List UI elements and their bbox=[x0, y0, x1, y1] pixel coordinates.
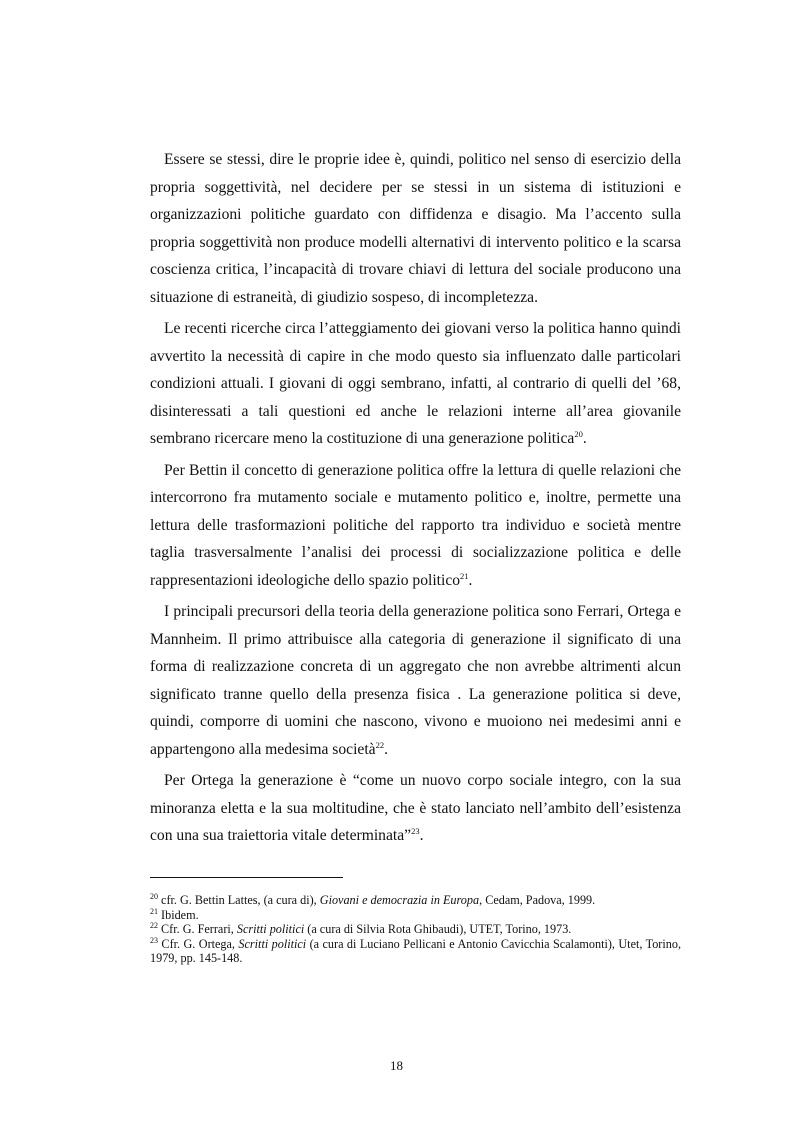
footnote bbox=[150, 893, 681, 908]
footnote bbox=[150, 922, 681, 937]
footnote-title: Giovani e democrazia in Europa bbox=[319, 893, 480, 907]
paragraph-text: I principali precursori della teoria della generazione politica sono Ferrari, Ortega e Mannheim. Il primo attribuisce alla categoria di generazione il significato di una forma di realizzazione concreta di un aggregato che non avrebbe altrimenti alcun significato tranne quello della presenza fisica . La generazione politica si deve, quindi, comporre di uomini che nascono, vivono e muoiono nei medesimi anni e appartengono alla medesima società bbox=[150, 603, 681, 758]
paragraph-tail: . bbox=[468, 571, 473, 589]
paragraph-tail: . bbox=[384, 740, 388, 758]
footnote-text: (a cura di Luciano Pellicani e Antonio Cavicchia Scalamonti), Utet, Torino, 1979, pp. 145-148. bbox=[150, 936, 681, 966]
footnote-text: (a cura di Silvia Rota Ghibaudi), UTET, Torino, 1973. bbox=[304, 922, 572, 937]
paragraph-text: Essere se stessi, dire le proprie idee è, quindi, politico nel senso di esercizio della propria soggettività, nel decidere per se stessi in un sistema di istituzioni e organizzazioni politiche guardato con diffidenza e disagio. Ma l’accento sulla propria soggettività non produce modelli alternativi di intervento politico e la scarsa coscienza critica, l’incapacità di trovare chiavi di lettura del sociale producono una situazione di estraneità, di giudizio sospeso, di incompletezza. bbox=[150, 151, 681, 306]
footnote-ref: 20 bbox=[574, 428, 583, 439]
paragraph-tail: . bbox=[582, 430, 587, 447]
footnote-text: , Cedam, Padova, 1999. bbox=[479, 893, 596, 907]
page-number: 18 bbox=[390, 1058, 403, 1073]
footnote bbox=[150, 908, 681, 923]
footnotes bbox=[150, 893, 681, 966]
footnote-number: 20 bbox=[150, 891, 158, 901]
footnote-text: Ibidem. bbox=[158, 907, 199, 922]
footnote-title: Scritti politici bbox=[238, 936, 307, 951]
footnote-ref: 22 bbox=[375, 739, 385, 750]
footnote-ref: 21 bbox=[460, 570, 469, 581]
paragraph bbox=[150, 146, 681, 311]
footnote-divider bbox=[150, 877, 343, 878]
footnote-number: 21 bbox=[150, 906, 158, 916]
paragraph bbox=[150, 767, 681, 850]
paragraph-text: Le recenti ricerche circa l’atteggiamento dei giovani verso la politica hanno quindi avvertito la necessità di capire in che modo questo sia influenzato dalle particolari condizioni attuali. I giovani di oggi sembrano, infatti, al contrario di quelli del ’68, disinteressati a tali questioni ed anche le relazioni interne all’area giovanile sembrano ricercare meno la costituzione di una generazione politica bbox=[150, 320, 681, 447]
paragraph bbox=[150, 457, 681, 595]
paragraph-text: Per Ortega la generazione è “come un nuovo corpo sociale integro, con la sua minoranza eletta e la sua moltitudine, che è stato lanciato nell’ambito dell’esistenza con una sua traiettoria vitale determinata” bbox=[150, 772, 681, 844]
footnote-text: cfr. G. Bettin Lattes, (a cura di), bbox=[158, 893, 320, 907]
paragraph bbox=[150, 598, 681, 763]
footnote bbox=[150, 937, 681, 966]
paragraph bbox=[150, 315, 681, 453]
footnote-text: Cfr. G. Ferrari, bbox=[158, 922, 237, 937]
footnote-text: Cfr. G. Ortega, bbox=[158, 936, 239, 951]
footnote-number: 22 bbox=[150, 921, 158, 931]
footnote-number: 23 bbox=[150, 935, 158, 945]
footnote-ref: 23 bbox=[411, 825, 420, 836]
footnote-title: Scritti politici bbox=[236, 922, 305, 937]
paragraph-tail: . bbox=[419, 827, 424, 844]
body-text bbox=[150, 146, 681, 854]
paragraph-text: Per Bettin il concetto di generazione politica offre la lettura di quelle relazioni che intercorrono fra mutamento sociale e mutamento politico e, inoltre, permette una lettura delle trasformazioni politiche del rapporto tra individuo e società mentre taglia trasversalmente l’analisi dei processi di socializzazione politica e delle rappresentazioni ideologiche dello spazio politico bbox=[150, 461, 681, 589]
